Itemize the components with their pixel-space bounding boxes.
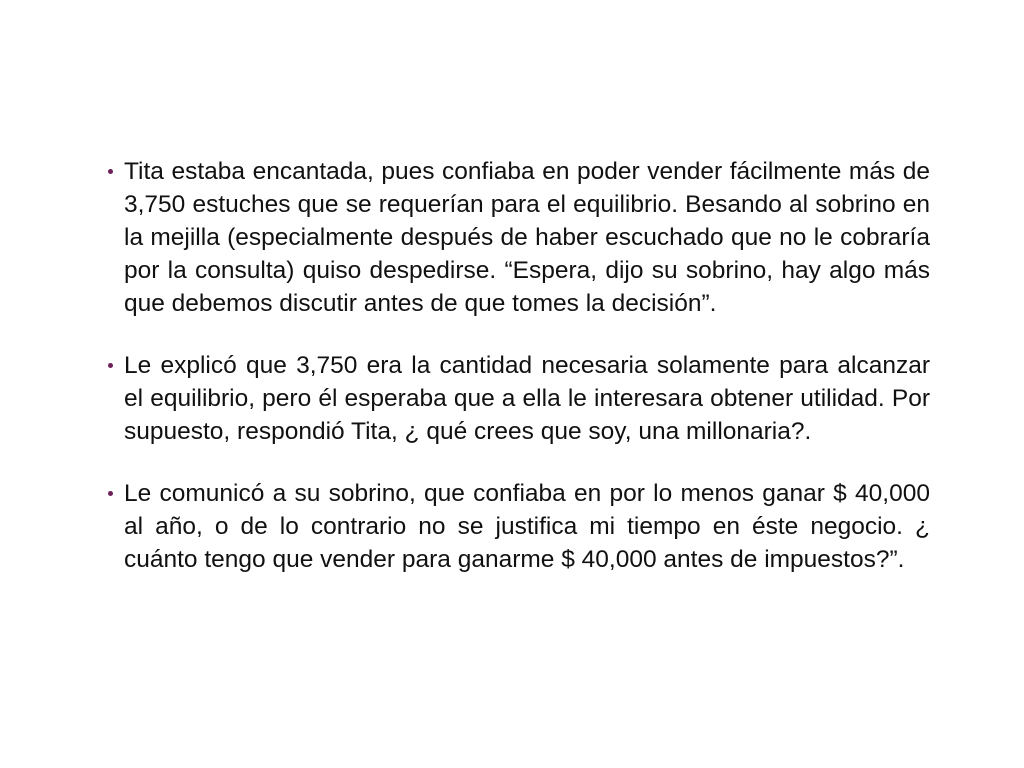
bullet-dot-icon — [108, 491, 113, 496]
bullet-list — [112, 155, 930, 605]
bullet-item-1 — [112, 155, 930, 320]
bullet-text-3: Le comunicó a su sobrino, que confiaba en por lo menos ganar $ 40,000 al año, o de lo contrario no se justifica mi tiempo en éste negocio. ¿ cuánto tengo que vender para ganarme $ 40,000 antes de impuestos?”. — [124, 480, 930, 573]
bullet-text-2: Le explicó que 3,750 era la cantidad necesaria solamente para alcanzar el equilibrio, pero él esperaba que a ella le interesara obtener utilidad. Por supuesto, respondió Tita, ¿ qué crees que soy, una millonaria?. — [124, 352, 930, 445]
bullet-dot-icon — [108, 169, 113, 174]
bullet-item-2 — [112, 349, 930, 448]
bullet-text-1: Tita estaba encantada, pues confiaba en poder vender fácilmente más de 3,750 estuches que se requerían para el equilibrio. Besando al sobrino en la mejilla (especialmente después de haber escuchado que no le cobraría por la consulta) quiso despedirse. “Espera, dijo su sobrino, hay algo más que debemos discutir antes de que tomes la decisión”. — [124, 158, 930, 317]
bullet-item-3 — [112, 477, 930, 576]
bullet-dot-icon — [108, 363, 113, 368]
